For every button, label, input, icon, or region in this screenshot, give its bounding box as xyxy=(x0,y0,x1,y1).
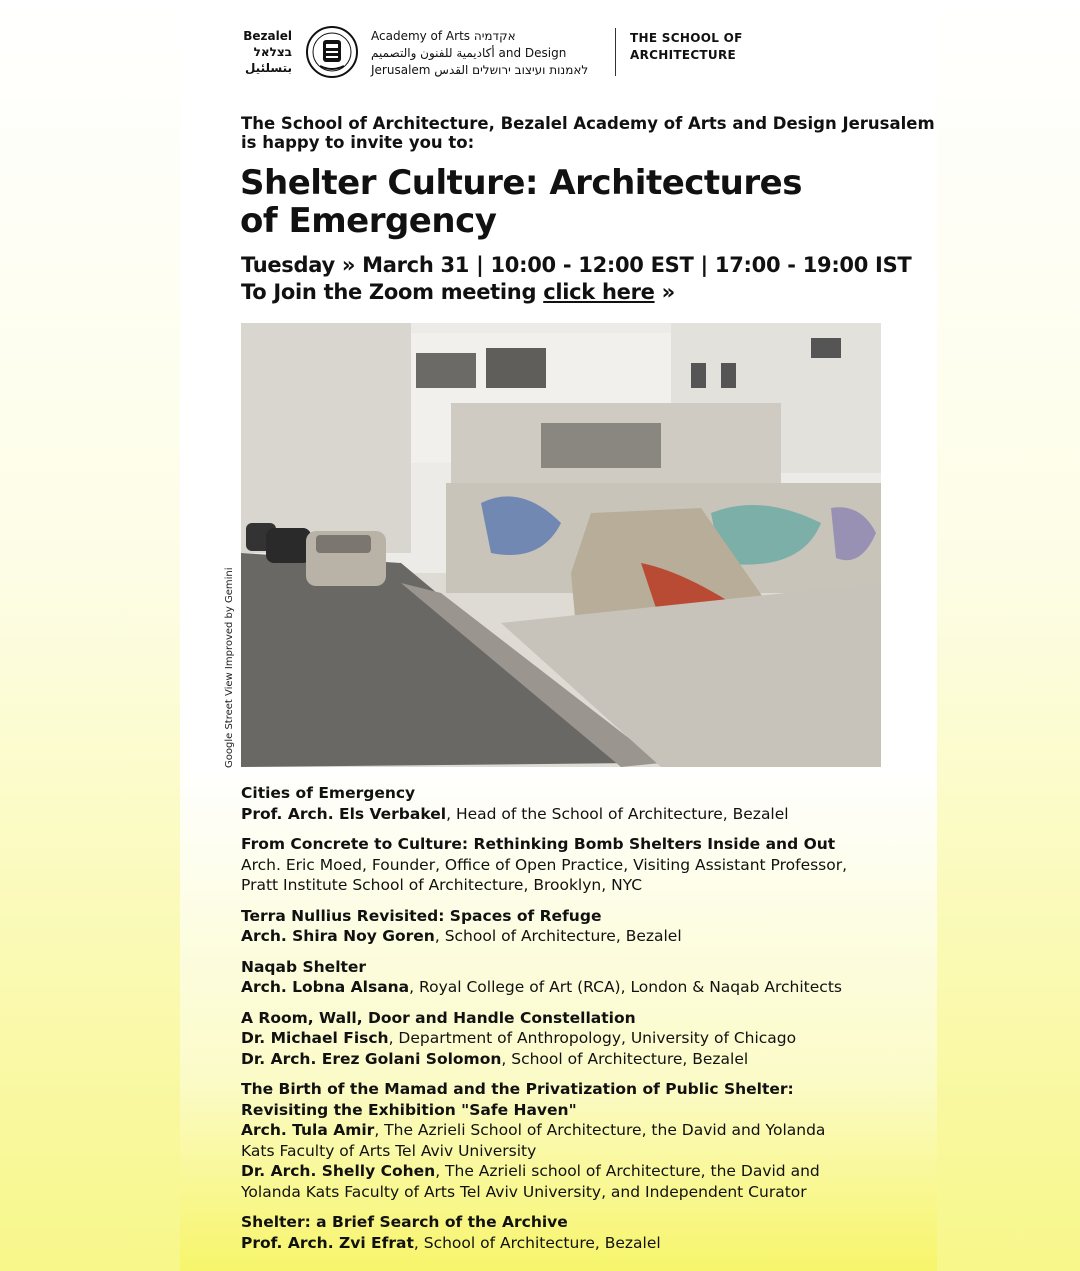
talk-item xyxy=(241,1008,901,1070)
speaker: Arch. Eric Moed, Founder, Office of Open Practice, Visiting Assistant Professor, xyxy=(241,855,848,874)
speaker: Arch. Lobna Alsana, Royal College of Art (RCA), London & Naqab Architects xyxy=(241,978,842,996)
talk-item xyxy=(241,957,901,998)
bezalel-wordmark xyxy=(240,28,292,76)
header xyxy=(240,28,800,84)
talk-title: Cities of Emergency xyxy=(241,784,416,802)
event-details xyxy=(241,252,911,306)
speaker: Arch. Tula Amir, The Azrieli School of Architecture, the David and Yolanda Kats Faculty of Arts Tel Aviv University xyxy=(241,1121,826,1160)
school-name: THE SCHOOL OF ARCHITECTURE xyxy=(630,31,743,62)
talk-title: Shelter: a Brief Search of the Archive xyxy=(241,1213,568,1231)
bezalel-ar: بتسلئيل xyxy=(244,61,292,75)
talk-item xyxy=(241,906,901,947)
speaker: Dr. Michael Fisch, Department of Anthropology, University of Chicago xyxy=(241,1029,797,1047)
speaker: Arch. Shira Noy Goren, School of Architecture, Bezalel xyxy=(241,927,682,945)
speaker: Dr. Arch. Shelly Cohen, The Azrieli school of Architecture, the David and Yolanda Kats Faculty of Arts Tel Aviv University, and Independent Curator xyxy=(241,1162,820,1201)
zoom-link[interactable]: click here xyxy=(543,280,655,304)
bezalel-en: Bezalel xyxy=(243,29,292,43)
header-divider xyxy=(615,28,616,76)
bezalel-seal-icon xyxy=(306,26,358,78)
speaker: Dr. Arch. Erez Golani Solomon, School of Architecture, Bezalel xyxy=(241,1049,749,1068)
talk-title: The Birth of the Mamad and the Privatization of Public Shelter: Revisiting the Exhibition "Safe Haven" xyxy=(241,1080,794,1119)
talk-item xyxy=(241,834,901,896)
event-date-time: Tuesday » March 31 | 10:00 - 12:00 EST | 17:00 - 19:00 IST xyxy=(241,253,912,277)
speaker: Prof. Arch. Els Verbakel, Head of the School of Architecture, Bezalel xyxy=(241,804,789,823)
talk-title: A Room, Wall, Door and Handle Constellation xyxy=(241,1008,636,1027)
talk-item xyxy=(241,783,901,824)
event-title: Shelter Culture: Architectures of Emergency xyxy=(240,163,802,241)
talk-item xyxy=(241,1212,901,1253)
intro-text: The School of Architecture, Bezalel Academy of Arts and Design Jerusalem is happy to invite you to: xyxy=(241,114,935,152)
speaker: Pratt Institute School of Architecture, Brooklyn, NYC xyxy=(241,876,643,894)
talk-item xyxy=(241,1079,901,1202)
talk-title: Naqab Shelter xyxy=(241,957,367,976)
talk-title: From Concrete to Culture: Rethinking Bomb Shelters Inside and Out xyxy=(241,835,836,853)
academy-name: Academy of Arts אקדמיה أكاديمية للفنون والتصميم and Design Jerusalem לאמנות ועיצוב ירושלים القدس xyxy=(371,29,589,77)
talk-list xyxy=(241,783,901,1263)
zoom-join-line: To Join the Zoom meeting click here » xyxy=(241,280,675,304)
photo-credit: Google Street View Improved by Gemini xyxy=(224,567,235,768)
street-photo xyxy=(241,323,881,767)
bezalel-he: בצלאל xyxy=(253,45,292,59)
speaker: Prof. Arch. Zvi Efrat, School of Architecture, Bezalel xyxy=(241,1233,661,1252)
talk-title: Terra Nullius Revisited: Spaces of Refuge xyxy=(241,906,602,925)
